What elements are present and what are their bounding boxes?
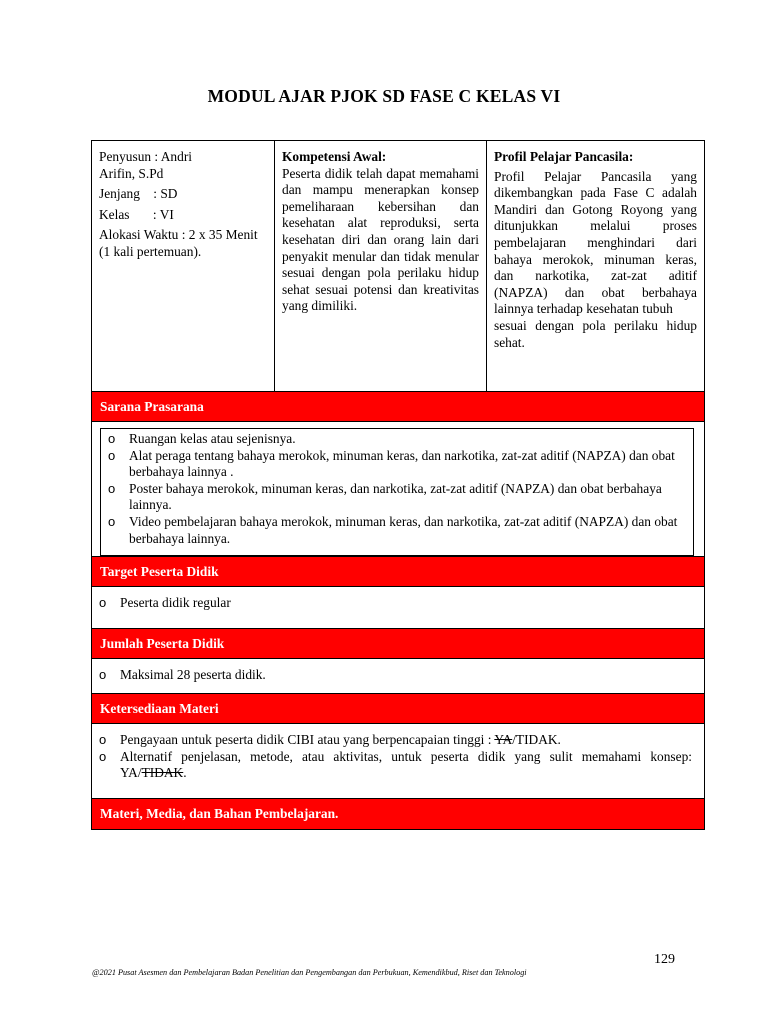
footer-copyright: @2021 Pusat Asesmen dan Pembelajaran Badan Penelitian dan Pengembangan dan Perbukuan, Kemendikbud, Riset dan Teknologi xyxy=(92,968,527,977)
list-item: o Ruangan kelas atau sejenisnya. xyxy=(108,431,296,446)
sarana-section xyxy=(92,422,704,556)
list-item: o Alat peraga tentang bahaya merokok, minuman keras, dan narkotika, zat-zat aditif (NAPZA) dan obat berbahaya lainnya . xyxy=(108,447,675,480)
profil-pelajar-cell xyxy=(486,141,704,391)
profil-text2: sesuai dengan pola perilaku hidup sehat. xyxy=(494,317,697,350)
page-number: 129 xyxy=(654,952,675,967)
materi-heading: Materi, Media, dan Bahan Pembelajaran. xyxy=(92,798,704,829)
sarana-list xyxy=(101,431,693,547)
jenjang: Jenjang : SD xyxy=(99,186,178,202)
bullet-icon: o xyxy=(108,431,116,446)
kompetensi-awal-cell xyxy=(274,141,486,391)
list-item: o Alternatif penjelasan, metode, atau aktivitas, untuk peserta didik yang sulit memahami konsep: YA/TIDAK. xyxy=(99,748,692,781)
penyusun-line1: Penyusun : Andri xyxy=(99,149,192,164)
document-title: MODUL AJAR PJOK SD FASE C KELAS VI xyxy=(207,86,561,106)
jumlah-section xyxy=(92,659,704,693)
alokasi-waktu: Alokasi Waktu : 2 x 35 Menit (1 kali pertemuan). xyxy=(99,227,258,259)
list-item: o Poster bahaya merokok, minuman keras, dan narkotika, zat-zat aditif (NAPZA) dan obat berbahaya lainnya. xyxy=(108,480,662,513)
info-row xyxy=(92,141,704,391)
bullet-icon: o xyxy=(108,513,116,529)
bullet-icon: o xyxy=(99,595,107,610)
bullet-icon: o xyxy=(99,748,107,764)
jumlah-heading: Jumlah Peserta Didik xyxy=(92,628,704,659)
list-item: o Video pembelajaran bahaya merokok, minuman keras, dan narkotika, zat-zat aditif (NAPZA) dan obat berbahaya lainnya. xyxy=(108,513,678,546)
list-item: o Maksimal 28 peserta didik. xyxy=(99,667,266,682)
ketersediaan-heading: Ketersediaan Materi xyxy=(92,693,704,724)
list-item: o Peserta didik regular xyxy=(99,595,231,610)
kompetensi-text: Peserta didik telah dapat memahami dan mampu menerapkan konsep pemeliharaan kebersihan dan kesehatan alat reproduksi, serta kesehatan diri dan orang lain dari penyakit menular dan tidak menular sesuai dengan pola perilaku hidup sehat sesuai potensi dan kreativitas yang dimiliki. xyxy=(282,165,479,314)
kompetensi-heading: Kompetensi Awal: xyxy=(282,149,387,164)
target-heading: Target Peserta Didik xyxy=(92,556,704,587)
ketersediaan-section xyxy=(92,724,704,798)
bullet-icon: o xyxy=(99,667,107,682)
list-item: o Pengayaan untuk peserta didik CIBI atau yang berpencapaian tinggi : YA/TIDAK. xyxy=(99,732,561,747)
target-section xyxy=(92,587,704,628)
author-info-cell xyxy=(92,141,274,391)
bullet-icon: o xyxy=(108,447,116,463)
penyusun-line2: Arifin, S.Pd xyxy=(99,165,164,181)
bullet-icon: o xyxy=(99,732,107,747)
sarana-box xyxy=(100,428,694,556)
module-table xyxy=(91,140,705,830)
profil-heading: Profil Pelajar Pancasila: xyxy=(494,149,634,164)
profil-text: Profil Pelajar Pancasila yang dikembangkan pada Fase C adalah Mandiri dan Gotong Royong yang ditunjukkan melalui proses pembelajaran menghindari dari bahaya merokok, minuman keras, dan narkotika, zat-zat aditif (NAPZA) dan obat berbahaya lainnya terhadap kesehatan tubuh xyxy=(494,168,697,317)
bullet-icon: o xyxy=(108,480,116,496)
sarana-heading: Sarana Prasarana xyxy=(92,391,704,422)
kelas: Kelas : VI xyxy=(99,206,174,222)
